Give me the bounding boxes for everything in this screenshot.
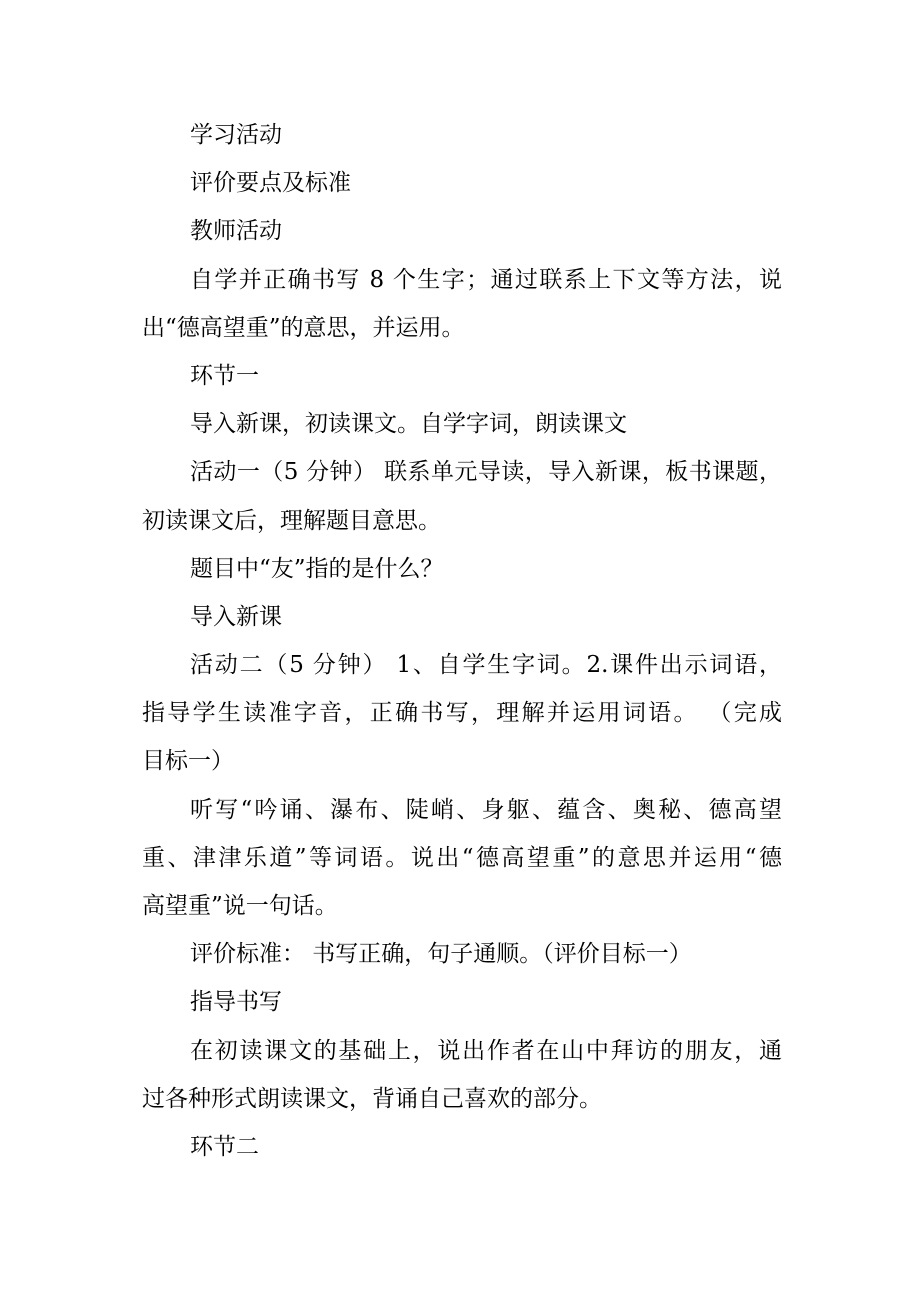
text-line: 高望重”说一句话。 [142,893,338,919]
paragraph [142,256,782,352]
text-line: 自学并正确书写 8 个生字；通过联系上下文等方法，说 [190,266,782,293]
paragraph [142,448,782,544]
text-line: 听写“吟诵、瀑布、陡峭、身躯、蕴含、奥秘、德高望 [190,796,782,823]
text-line: 教师活动 [190,218,282,245]
text-line: 在初读课文的基础上，说出作者在山中拜访的朋友，通 [190,1037,782,1064]
text-line: 环节一 [190,362,259,389]
text-line: 出“德高望重”的意思，并运用。 [142,314,465,341]
text-line: 目标一） [142,748,234,775]
paragraph [142,593,782,641]
paragraph [142,978,782,1026]
paragraph [142,1027,782,1123]
paragraph [142,545,782,593]
document-page [142,111,782,1171]
text-line: 指导学生读准字音，正确书写，理解并运用词语。 （完成 [142,700,782,727]
text-line: 活动一（5 分钟） 联系单元导读，导入新课，板书课题， [190,459,782,486]
paragraph [142,1123,782,1171]
paragraph [142,111,782,159]
paragraph [142,641,782,786]
text-line: 评价要点及标准 [190,170,351,197]
paragraph [142,400,782,448]
text-line: 初读课文后，理解题目意思。 [142,507,441,534]
text-line: 学习活动 [190,122,282,148]
text-line: 题目中“友”指的是什么？ [190,555,444,582]
text-line: 活动二（5 分钟） 1、自学生字词。2.课件出示词语， [190,652,782,679]
text-line: 导入新课，初读课文。自学字词，朗读课文 [190,411,627,438]
text-line: 指导书写 [190,989,282,1016]
paragraph [142,159,782,207]
text-line: 评价标准： 书写正确，句子通顺。（评价目标一） [190,941,692,968]
paragraph [142,786,782,931]
text-line: 重、津津乐道”等词语。说出“德高望重”的意思并运用“德 [142,844,782,871]
text-line: 过各种形式朗读课文，背诵自己喜欢的部分。 [142,1085,602,1112]
paragraph [142,207,782,255]
text-line: 环节二 [190,1133,259,1160]
paragraph [142,930,782,978]
text-line: 导入新课 [190,603,282,630]
paragraph [142,352,782,400]
